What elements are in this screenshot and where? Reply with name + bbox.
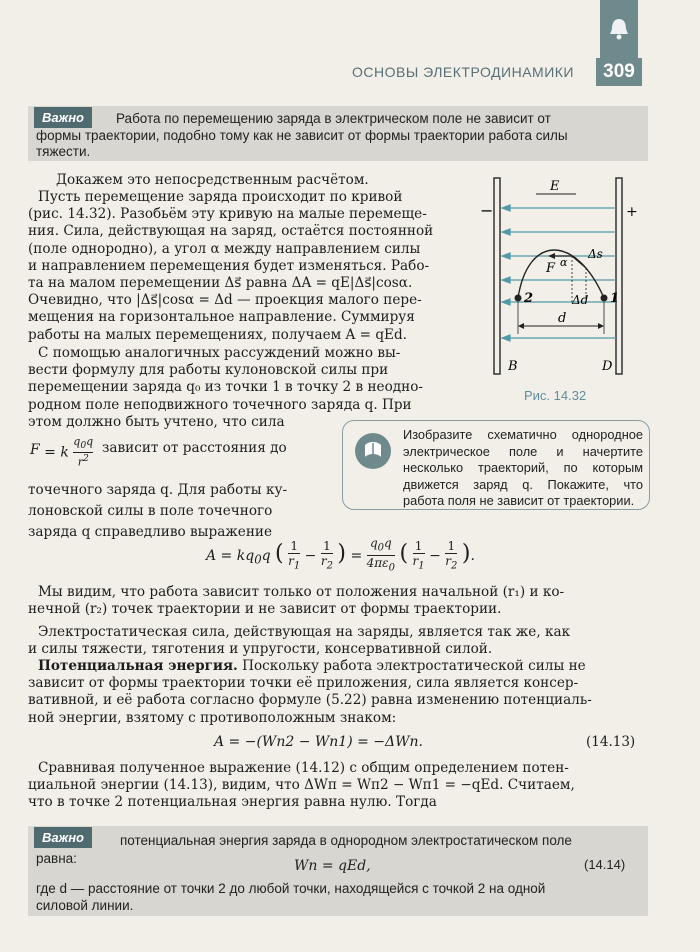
label-e: E bbox=[550, 179, 560, 194]
text-line: Докажем это непосредственным расчётом. bbox=[56, 172, 369, 188]
paragraph-result bbox=[28, 584, 648, 618]
text-line: Сравнивая полученное выражение (14.12) с общим определением потен- bbox=[38, 760, 569, 776]
text-line: циальной энергии (14.13), видим, что ΔWп = Wп2 − Wп1 = −qEd. Считаем, bbox=[28, 777, 575, 794]
potential-energy-heading: Потенциальная энергия. bbox=[38, 658, 238, 674]
label-b: B bbox=[508, 359, 518, 374]
section-title: ОСНОВЫ ЭЛЕКТРОДИНАМИКИ bbox=[352, 64, 574, 80]
text-line: С помощью аналогичных рассуждений можно вы- bbox=[38, 345, 401, 361]
equation-number: (14.13) bbox=[586, 734, 636, 750]
text-line: та на малом перемещении Δs⃗ равна ΔA = qE|Δs⃗|cosα. bbox=[28, 275, 413, 292]
label-1: 1 bbox=[610, 291, 620, 306]
paragraph-intro bbox=[38, 172, 468, 189]
paragraph-conservative bbox=[28, 624, 648, 658]
text-line: Очевидно, что |Δs⃗|cosα = Δd — проекция малого пере- bbox=[28, 292, 422, 309]
text-line: этом должно быть учтено, что сила bbox=[28, 413, 285, 430]
label-plus: + bbox=[626, 204, 638, 220]
important-line: равна: bbox=[36, 851, 77, 866]
text-line: зависит от формы траектории точки её приложения, сила является консер- bbox=[28, 675, 579, 692]
coulomb-force-formula: F = k $\frac{q_0q}{r^2}$ bbox=[30, 435, 94, 469]
label-d: d bbox=[558, 311, 567, 326]
label-dd: Δd bbox=[572, 293, 589, 307]
task-box bbox=[342, 420, 650, 510]
label-f: F bbox=[546, 261, 556, 276]
equation-number: (14.14) bbox=[584, 857, 626, 872]
plate-d bbox=[616, 178, 622, 374]
energy-formula: Wп = qEd, bbox=[294, 858, 371, 874]
page-number: 309 bbox=[596, 58, 642, 86]
bell-icon bbox=[606, 16, 632, 42]
task-icon bbox=[353, 431, 393, 471]
paragraph-distance-cont bbox=[28, 480, 320, 543]
text-line: лоновской силы в поле точечного bbox=[28, 503, 273, 519]
point-1 bbox=[601, 295, 608, 302]
text-line: ной энергии, взятому с противоположным знаком: bbox=[28, 709, 397, 726]
text-line: зависит от расстояния до bbox=[102, 440, 287, 456]
text-line: мещения на горизонтальное направление. Суммируя bbox=[28, 309, 415, 326]
text-line: ния. Сила, действующая на заряд, остаётся постоянной bbox=[28, 223, 434, 240]
ds-vector bbox=[572, 256, 586, 268]
text-line: и силы тяжести, тяготения и упругости, консервативной силой. bbox=[28, 641, 493, 658]
text-line: что в точке 2 потенциальная энергия равна нулю. Тогда bbox=[28, 794, 437, 811]
important-line: формы траектории, подобно тому как не зависит от формы траектории работа силы bbox=[36, 128, 568, 143]
text-line: Электростатическая сила, действующая на заряды, является так же, как bbox=[38, 624, 571, 640]
label-minus: − bbox=[480, 201, 494, 220]
text-line: перемещении заряда q₀ из точки 1 в точку 2 в неодно- bbox=[28, 379, 423, 396]
point-2 bbox=[515, 295, 522, 302]
text-line: Пусть перемещение заряда происходит по кривой bbox=[38, 189, 403, 205]
important-line: где d — расстояние от точки 2 до любой точки, находящейся с точкой 2 на одной bbox=[36, 881, 546, 896]
paragraph-coulomb bbox=[28, 345, 468, 431]
label-2: 2 bbox=[524, 291, 534, 306]
important-line: тяжести. bbox=[36, 144, 91, 159]
text-line: нечной (r₂) точек траектории и не зависит от формы траектории. bbox=[28, 601, 502, 618]
text-line: работы на малых перемещениях, получаем A = qEd. bbox=[28, 326, 408, 343]
text-line: Мы видим, что работа зависит только от положения начальной (r₁) и ко- bbox=[38, 584, 565, 600]
text-line: вативной, и её работа согласно формуле (5.22) равна изменению потенциаль- bbox=[28, 692, 592, 709]
plate-b bbox=[494, 178, 500, 374]
important-line: Работа по перемещению заряда в электрическом поле не зависит от bbox=[116, 111, 551, 126]
paragraph-calculation bbox=[28, 189, 468, 344]
task-text: Изобразите схематично однородное электрическое поле и начертите несколько траекторий, по которым движется заряд q. Покажите, что работа поля не зависит от траектории. bbox=[403, 427, 643, 508]
text-line: вести формулу для работы кулоновской силы при bbox=[28, 362, 389, 379]
text-line: точечного заряда q. Для работы ку- bbox=[28, 482, 288, 498]
important-line: потенциальная энергия заряда в однородном электростатическом поле bbox=[120, 833, 572, 848]
important-line: силовой линии. bbox=[36, 898, 134, 913]
label-ds: Δs bbox=[588, 247, 603, 261]
text-line: заряда q справедливо выражение bbox=[28, 524, 273, 540]
figure-14-32 bbox=[476, 174, 656, 384]
label-alpha: α bbox=[560, 256, 568, 269]
important-box-2 bbox=[28, 826, 648, 916]
equation-14-13: A = −(Wп2 − Wп1) = −ΔWп. bbox=[214, 734, 423, 750]
paragraph-potential-energy bbox=[28, 658, 648, 727]
text-line: родном поле неподвижного точечного заряда q. При bbox=[28, 396, 412, 413]
label-d-plate: D bbox=[602, 359, 613, 374]
work-formula: $A = kq_0q$ ( $\frac{1}{r_1}$ − $\frac{1}{r_2}$ ) = $\frac{q_0q}{4\pi\varepsilon_0}$ ( $\frac{1}{r_1}$ − $\frac{1}{r_2}$ ). bbox=[206, 536, 475, 574]
important-tag: Важно bbox=[34, 827, 92, 848]
text-line: Потенциальная энергия. Поскольку работа электростатической силы не bbox=[38, 658, 586, 674]
text-line: (поле однородно), а угол α между направлением силы bbox=[28, 240, 421, 257]
text-line: и направлением перемещения будет изменяться. Рабо- bbox=[28, 257, 430, 274]
paragraph-distance bbox=[102, 438, 320, 459]
figure-caption: Рис. 14.32 bbox=[524, 388, 587, 403]
important-box-1 bbox=[28, 106, 648, 161]
paragraph-comparison bbox=[28, 760, 648, 812]
text-line: (рис. 14.32). Разобьём эту кривую на малые перемеще- bbox=[28, 206, 427, 223]
important-tag: Важно bbox=[34, 107, 92, 128]
